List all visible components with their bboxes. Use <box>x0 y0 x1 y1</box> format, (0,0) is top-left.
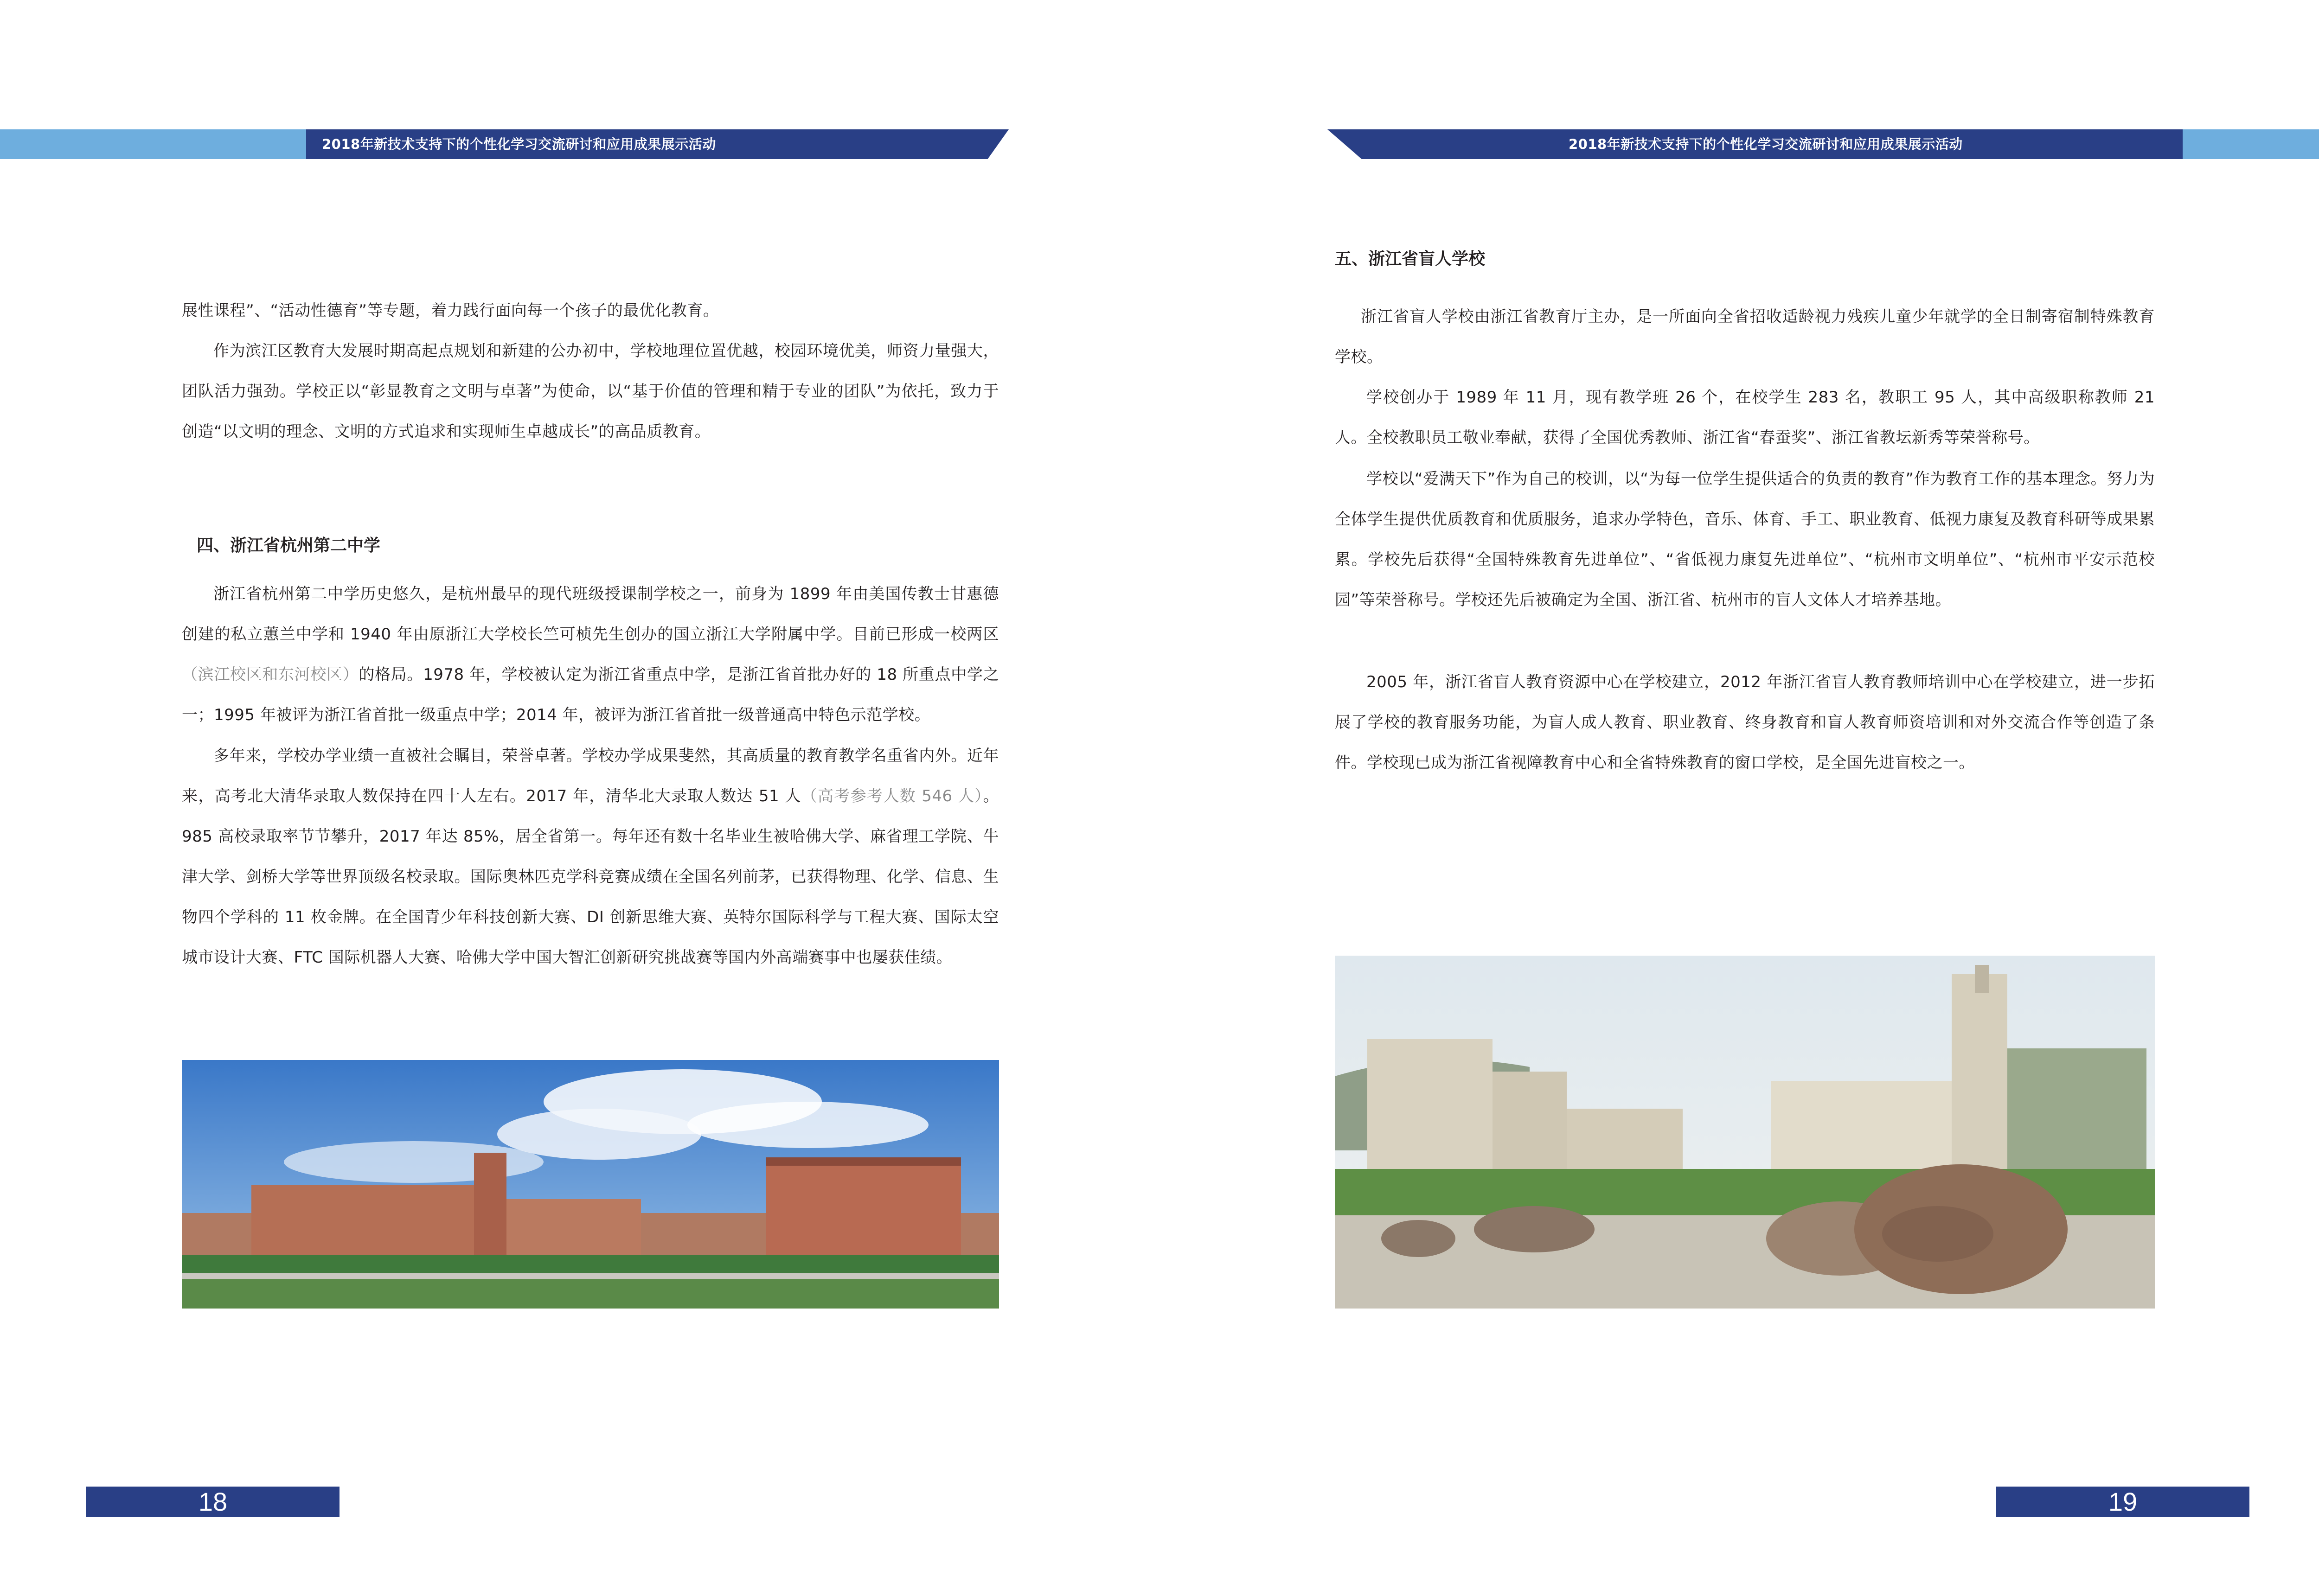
section-heading-4: 四、浙江省杭州第二中学 <box>197 536 381 555</box>
header-title: 2018年新技术支持下的个性化学习交流研讨和应用成果展示活动 <box>322 136 716 152</box>
exam-count-note: （高考参考人数 546 人） <box>801 787 983 805</box>
blind-school-photo <box>1335 956 2155 1309</box>
blind-school-intro-paragraph: 浙江省盲人学校由浙江省教育厅主办，是一所面向全省招收适龄视力残疾儿童少年就学的全日制寄宿制特殊教育学校。 <box>1335 307 2155 366</box>
page-number: 18 <box>198 1487 228 1516</box>
intro-paragraph-continued: 展性课程”、“活动性德育”等专题，着力践行面向每一个孩子的最优化教育。 <box>182 301 719 320</box>
page-number-bar <box>1996 1487 2249 1517</box>
hangzhou-no2-school-photo <box>182 1060 999 1309</box>
header-band-light <box>2183 129 2319 159</box>
header-title: 2018年新技术支持下的个性化学习交流研讨和应用成果展示活动 <box>1569 136 1963 152</box>
campus-note: （滨江校区和东河校区） <box>182 665 359 684</box>
school-history-paragraph: 浙江省杭州第二中学历史悠久，是杭州最早的现代班级授课制学校之一，前身为 1899 年由美国传教士甘惠德创建的私立蕙兰中学和 1940 年由原浙江大学校长竺可桢先生创办的国立浙江大学附属中学。目前已形成一校两区（滨江校区和东河校区）的格局。1978 年，学校被认定为浙江省重点中学，是浙江省首批办好的 18 所重点中学之一；1995 年被评为浙江省首批一级重点中学；2014 年，被评为浙江省首批一级普通高中特色示范学校。 <box>182 585 999 724</box>
page-number: 19 <box>2108 1487 2138 1516</box>
section-heading-5: 五、浙江省盲人学校 <box>1335 249 1486 268</box>
blind-school-founding-paragraph: 学校创办于 1989 年 11 月，现有教学班 26 个，在校学生 283 名，教职工 95 人，其中高级职称教师 21 人。全校教职员工敬业奉献，获得了全国优秀教师、浙江省“春蚕奖”、浙江省教坛新秀等荣誉称号。 <box>1335 388 2155 447</box>
right-page <box>1168 0 2319 1596</box>
page-number-bar <box>86 1487 340 1517</box>
header-band-light <box>0 129 306 159</box>
intro-paragraph: 作为滨江区教育大发展时期高起点规划和新建的公办初中，学校地理位置优越，校园环境优美，师资力量强大，团队活力强劲。学校正以“彰显教育之文明与卓著”为使命，以“基于价值的管理和精于专业的团队”为依托，致力于创造“以文明的理念、文明的方式追求和实现师生卓越成长”的高品质教育。 <box>182 342 999 441</box>
blind-school-motto-paragraph: 学校以“爱满天下”作为自己的校训，以“为每一位学生提供适合的负责的教育”作为教育工作的基本理念。努力为全体学生提供优质教育和优质服务，追求办学特色，音乐、体育、手工、职业教育、低视力康复及教育科研等成果累累。学校先后获得“全国特殊教育先进单位”、“省低视力康复先进单位”、“杭州市文明单位”、“杭州市平安示范校园”等荣誉称号。学校还先后被确定为全国、浙江省、杭州市的盲人文体人才培养基地。 <box>1335 470 2155 609</box>
school-achievements-paragraph: 多年来，学校办学业绩一直被社会瞩目，荣誉卓著。学校办学成果斐然，其高质量的教育教学名重省内外。近年来，高考北大清华录取人数保持在四十人左右。2017 年，清华北大录取人数达 51 人（高考参考人数 546 人）。985 高校录取率节节攀升，2017 年达 85%，居全省第一。每年还有数十名毕业生被哈佛大学、麻省理工学院、牛津大学、剑桥大学等世界顶级名校录取。国际奥林匹克学科竞赛成绩在全国名列前茅，已获得物理、化学、信息、生物四个学科的 11 枚金牌。在全国青少年科技创新大赛、DI 创新思维大赛、英特尔国际科学与工程大赛、国际太空城市设计大赛、FTC 国际机器人大赛、哈佛大学中国大智汇创新研究挑战赛等国内外高端赛事中也屡获佳绩。 <box>182 747 999 967</box>
blind-school-centers-paragraph: 2005 年，浙江省盲人教育资源中心在学校建立，2012 年浙江省盲人教育教师培训中心在学校建立，进一步拓展了学校的教育服务功能，为盲人成人教育、职业教育、终身教育和盲人教育师资培训和对外交流合作等创造了条件。学校现已成为浙江省视障教育中心和全省特殊教育的窗口学校，是全国先进盲校之一。 <box>1335 673 2155 772</box>
